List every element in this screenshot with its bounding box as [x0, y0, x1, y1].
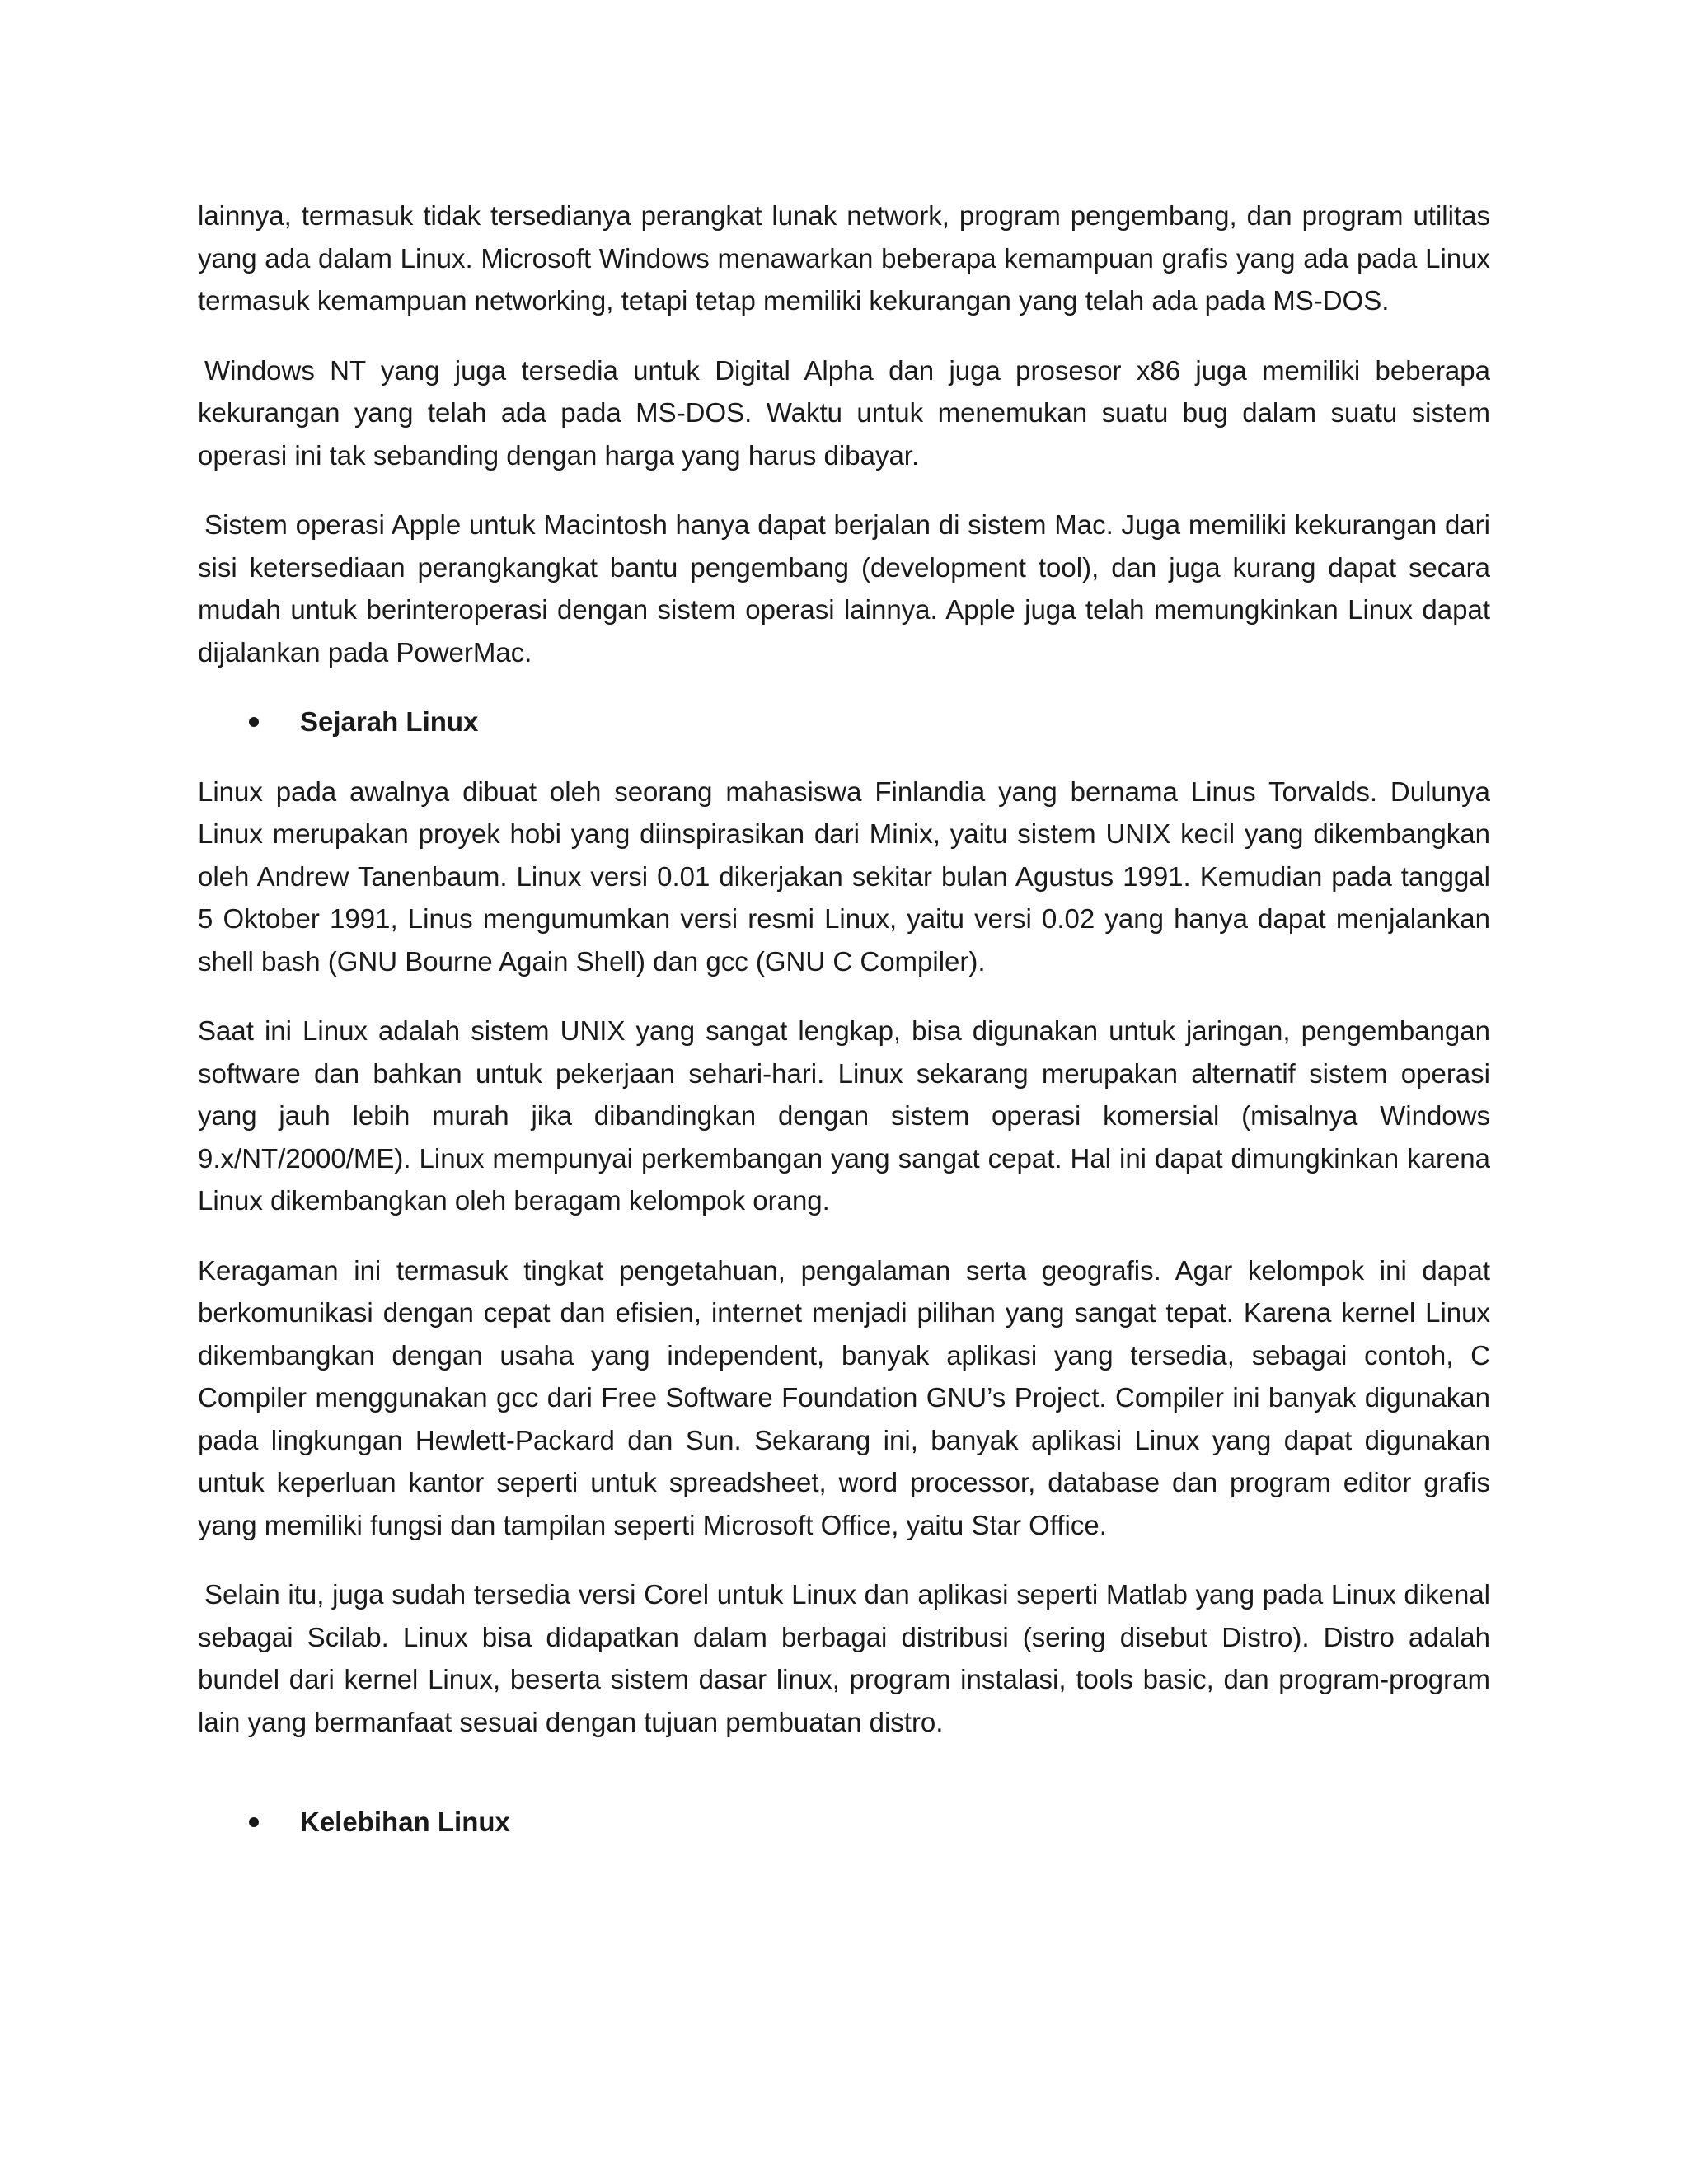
heading-sejarah-linux [198, 701, 1490, 743]
bullet-icon [249, 1817, 259, 1827]
heading-kelebihan-linux [198, 1801, 1490, 1844]
paragraph-linux-today: Saat ini Linux adalah sistem UNIX yang sangat lengkap, bisa digunakan untuk jaringan, pengembangan software dan bahkan untuk pekerjaan sehari-hari. Linux sekarang merupakan alternatif sistem operasi yang jauh lebih murah jika dibandingkan dengan sistem operasi komersial (misalnya Windows 9.x/NT/2000/ME). Linux mempunyai perkembangan yang sangat cepat. Hal ini dapat dimungkinkan karena Linux dikembangkan oleh beragam kelompok orang. [198, 1015, 1490, 1216]
bullet-icon [249, 717, 259, 727]
paragraph-windows-intro: lainnya, termasuk tidak tersedianya perangkat lunak network, program pengembang, dan program utilitas yang ada dalam Linux. Microsoft Windows menawarkan beberapa kemampuan grafis yang ada pada Linux termasuk kemampuan networking, tetapi tetap memiliki kekurangan yang telah ada pada MS-DOS. [198, 200, 1490, 316]
document-body [198, 194, 1490, 1871]
paragraph-windows-nt: Windows NT yang juga tersedia untuk Digital Alpha dan juga prosesor x86 juga memiliki beberapa kekurangan yang telah ada pada MS-DOS. Waktu untuk menemukan suatu bug dalam suatu sistem operasi ini tak sebanding dengan harga yang harus dibayar. [198, 354, 1490, 471]
paragraph-keragaman: Keragaman ini termasuk tingkat pengetahuan, pengalaman serta geografis. Agar kelompok ini dapat berkomunikasi dengan cepat dan efisien, internet menjadi pilihan yang sangat tepat. Karena kernel Linux dikembangkan dengan usaha yang independent, banyak aplikasi yang tersedia, sebagai contoh, C Compiler menggunakan gcc dari Free Software Foundation GNU’s Project. Compiler ini banyak digunakan pada lingkungan Hewlett-Packard dan Sun. Sekarang ini, banyak aplikasi Linux yang dapat digunakan untuk keperluan kantor seperti untuk spreadsheet, word processor, database dan program editor grafis yang memiliki fungsi dan tampilan seperti Microsoft Office, yaitu Star Office. [198, 1254, 1490, 1540]
heading-sejarah-label: Sejarah Linux [300, 706, 479, 737]
paragraph-apple-macintosh: Sistem operasi Apple untuk Macintosh hanya dapat berjalan di sistem Mac. Juga memiliki kekurangan dari sisi ketersediaan perangkangkat bantu pengembang (development tool), dan juga kurang dapat secara mudah untuk berinteroperasi dengan sistem operasi lainnya. Apple juga telah memungkinkan Linux dapat dijalankan pada PowerMac. [198, 509, 1490, 668]
heading-kelebihan-label: Kelebihan Linux [300, 1807, 510, 1837]
paragraph-distro: Selain itu, juga sudah tersedia versi Corel untuk Linux dan aplikasi seperti Matlab yang pada Linux dikenal sebagai Scilab. Linux bisa didapatkan dalam berbagai distribusi (sering disebut Distro). Distro adalah bundel dari kernel Linux, beserta sistem dasar linux, program instalasi, tools basic, dan program-program lain yang bermanfaat sesuai dengan tujuan pembuatan distro. [198, 1579, 1490, 1737]
paragraph-linus-torvalds: Linux pada awalnya dibuat oleh seorang mahasiswa Finlandia yang bernama Linus Torvalds. Dulunya Linux merupakan proyek hobi yang diinspirasikan dari Minix, yaitu sistem UNIX kecil yang dikembangkan oleh Andrew Tanenbaum. Linux versi 0.01 dikerjakan sekitar bulan Agustus 1991. Kemudian pada tanggal 5 Oktober 1991, Linus mengumumkan versi resmi Linux, yaitu versi 0.02 yang hanya dapat menjalankan shell bash (GNU Bourne Again Shell) dan gcc (GNU C Compiler). [198, 776, 1490, 977]
